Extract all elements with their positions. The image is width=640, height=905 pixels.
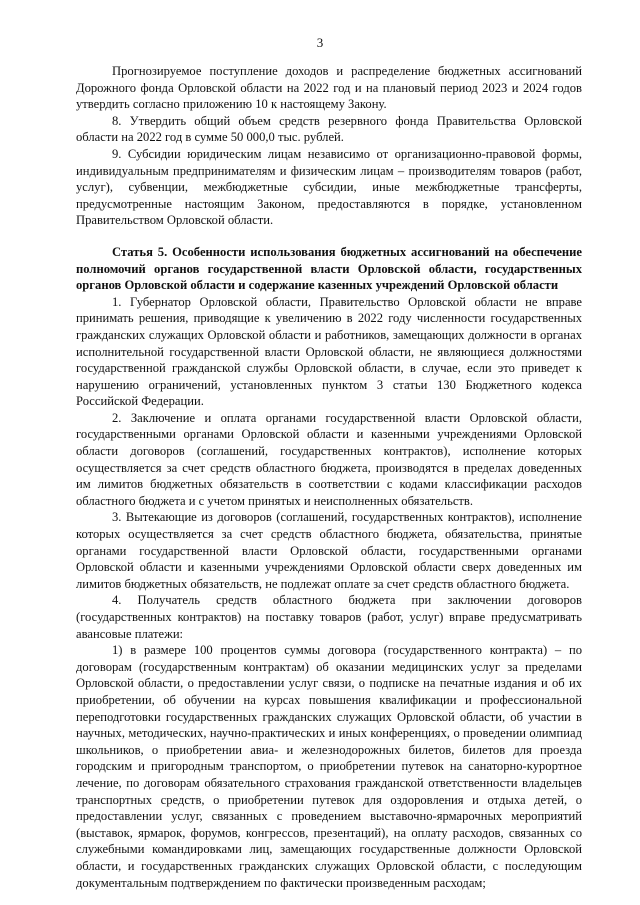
article-heading	[76, 244, 582, 294]
page-number: 3	[316, 35, 324, 50]
paragraph-road-fund: Прогнозируемое поступление доходов и распределение бюджетных ассигнований Дорожного фонда Орловской области на 2022 год и на плановый период 2023 и 2024 годов утвердить согласно приложению 10 к настоящему Закону.	[76, 64, 582, 112]
paragraph-item-8: 8. Утвердить общий объем средств резервного фонда Правительства Орловской области на 2022 год в сумме 50 000,0 тыс. рублей.	[76, 113, 582, 145]
article-paragraph-3: 3. Вытекающие из договоров (соглашений, государственных контрактов), исполнение которых осуществляется за счет средств областного бюджета, обязательства, принятые органами государственной власти Орловской области, государственными органами Орловской области и казенными учреждениями Орловской области сверх доведенных им лимитов бюджетных обязательств, не подлежат оплате за счет средств областного бюджета.	[76, 510, 582, 591]
article-paragraph-4: 4. Получатель средств областного бюджета при заключении договоров (государственных контрактов) на поставку товаров (работ, услуг) вправе предусматривать авансовые платежи:	[76, 593, 582, 641]
article-title: Особенности использования бюджетных ассигнований на обеспечение полномочий органов государственной власти Орловской области, государственных органов Орловской области и содержание казенных учреждений Орловской области	[76, 244, 583, 293]
document-body	[76, 63, 582, 891]
paragraph-item-9: 9. Субсидии юридическим лицам независимо от организационно-правовой формы, индивидуальным предпринимателям и физическим лицам – производителям товаров (работ, услуг), субвенции, межбюджетные субсидии, иные межбюджетные трансферты, предусмотренные настоящим Законом, предоставляются в порядке, установленном Правительством Орловской области.	[76, 146, 582, 228]
article-subparagraph-1: 1) в размере 100 процентов суммы договора (государственного контракта) – по договорам (государственным контрактам) об оказании медицинских услуг за пределами Орловской области, о предоставлении услуг связи, о подписке на печатные издания и об их приобретении, об обучении на курсах повышения квалификации и профессиональной переподготовки государственных гражданских служащих Орловской области, об участии в научных, методических, научно-практических и иных конференциях, о проведении олимпиад школьников, о приобретении авиа- и железнодорожных билетов, билетов для проезда городским и пригородным транспортом, о приобретении путевок на санаторно-курортное лечение, по договорам обязательного страхования гражданской ответственности владельцев транспортных средств, о приобретении путевок для оздоровления и отдыха детей, о предоставлении услуг, связанных с проведением выставочно-ярмарочных мероприятий (выставок, ярмарок, форумов, конгрессов, презентаций), на оплату расходов, связанных со служебными командировками лиц, замещающих государственные должности Орловской области, и государственных гражданских служащих Орловской области, с последующим документальным подтверждением по фактически произведенным расходам;	[76, 643, 582, 890]
article-paragraph-1: 1. Губернатор Орловской области, Правительство Орловской области не вправе принимать решения, приводящие к увеличению в 2022 году численности государственных гражданских служащих Орловской области и работников, замещающих должности в органах исполнительной государственной власти Орловской области, не являющиеся должностями государственной гражданской службы Орловской области, в случае, если это приведет к нарушению ограничений, установленных пунктом 3 статьи 130 Бюджетного кодекса Российской Федерации.	[76, 294, 582, 409]
article-paragraph-2: 2. Заключение и оплата органами государственной власти Орловской области, государственными органами Орловской области и казенными учреждениями Орловской области договоров (соглашений, государственных контрактов), исполнение которых осуществляется за счет средств областного бюджета, производятся в пределах доведенных им лимитов бюджетных обязательств в соответствии с кодами классификации расходов областного бюджета и с учетом принятых и неисполненных обязательств.	[76, 410, 582, 508]
article-number: Статья 5.	[112, 244, 168, 259]
